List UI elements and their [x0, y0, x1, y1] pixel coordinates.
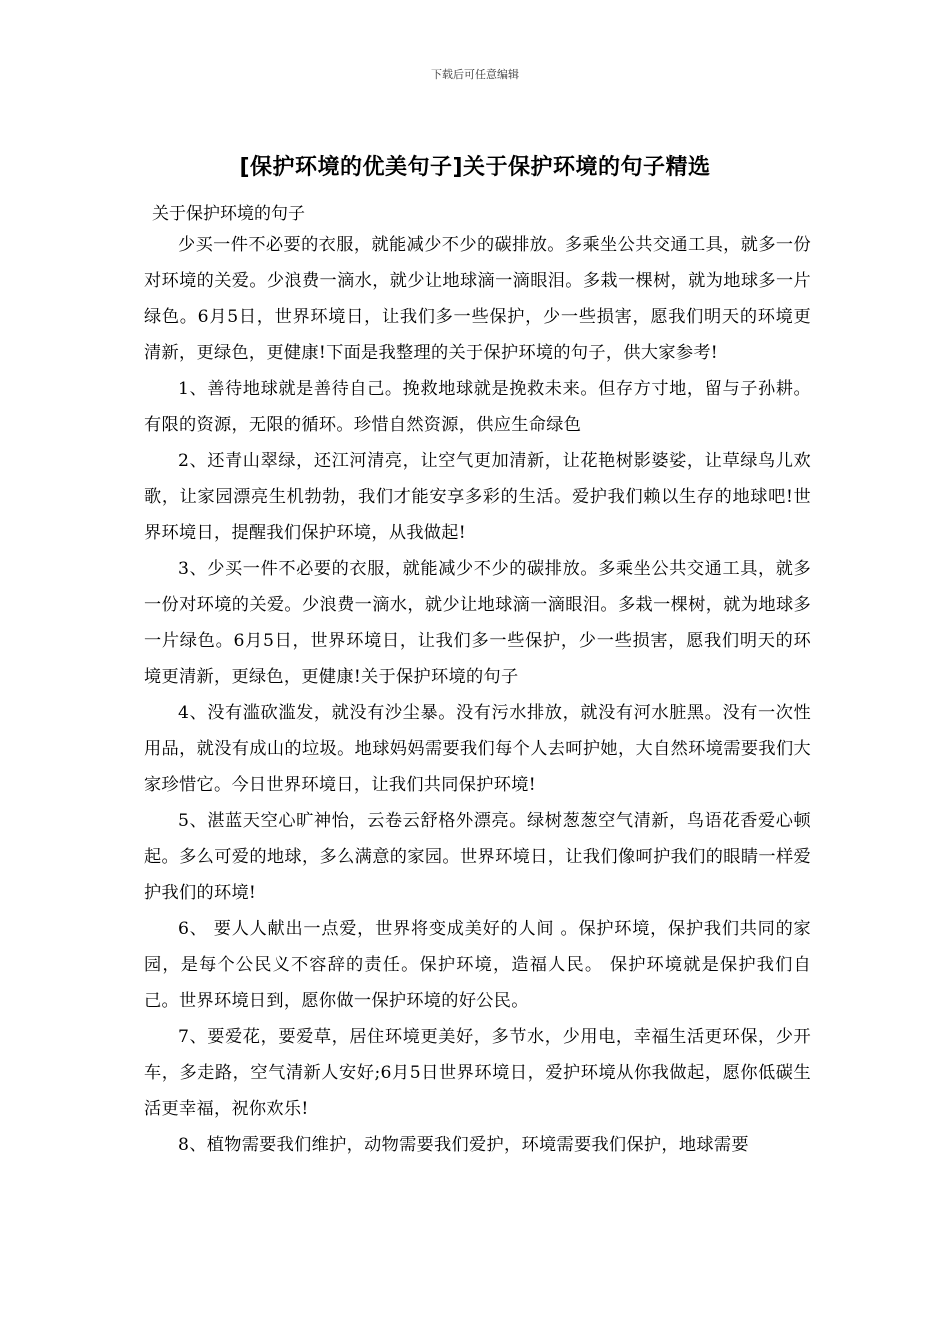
sentence-item-8: 8、植物需要我们维护，动物需要我们爱护，环境需要我们保护，地球需要 — [178, 1135, 749, 1155]
sentence-item-4: 4、没有滥砍滥发，就没有沙尘暴。没有污水排放，就没有河水脏黑。没有一次性用品，就没有成山的垃圾。地球妈妈需要我们每个人去呵护她，大自然环境需要我们大家珍惜它。今日世界环境日，让我们共同保护环境! — [144, 703, 811, 795]
sentence-item-6: 6、 要人人献出一点爱，世界将变成美好的人间 。保护环境，保护我们共同的家园，是每个公民义不容辞的责任。保护环境，造福人民。 保护环境就是保护我们自己。世界环境日到，愿你做一保护环境的好公民。 — [144, 919, 811, 1011]
sentence-item-3: 3、少买一件不必要的衣服，就能减少不少的碳排放。多乘坐公共交通工具，就多一份对环境的关爱。少浪费一滴水，就少让地球滴一滴眼泪。多栽一棵树，就为地球多一片绿色。6月5日，世界环境日，让我们多一些保护，少一些损害，愿我们明天的环境更清新，更绿色，更健康!关于保护环境的句子 — [144, 559, 811, 687]
intro-paragraph: 少买一件不必要的衣服，就能减少不少的碳排放。多乘坐公共交通工具，就多一份对环境的关爱。少浪费一滴水，就少让地球滴一滴眼泪。多栽一棵树，就为地球多一片绿色。6月5日，世界环境日，让我们多一些保护，少一些损害，愿我们明天的环境更清新，更绿色，更健康!下面是我整理的关于保护环境的句子，供大家参考! — [144, 235, 811, 363]
sentence-item-5: 5、湛蓝天空心旷神怡，云卷云舒格外漂亮。绿树葱葱空气清新，鸟语花香爱心顿起。多么可爱的地球，多么满意的家园。世界环境日，让我们像呵护我们的眼睛一样爱护我们的环境! — [144, 811, 811, 903]
document-body — [144, 227, 811, 1163]
document-title: [保护环境的优美句子]关于保护环境的句子精选 — [239, 155, 711, 180]
sentence-item-2: 2、还青山翠绿，还江河清亮，让空气更加清新，让花艳树影婆娑，让草绿鸟儿欢歌，让家园漂亮生机勃勃，我们才能安享多彩的生活。爱护我们赖以生存的地球吧!世界环境日，提醒我们保护环境，从我做起! — [144, 451, 811, 543]
document-subtitle: 关于保护环境的句子 — [152, 204, 305, 224]
sentence-item-1: 1、善待地球就是善待自己。挽救地球就是挽救未来。但存方寸地，留与子孙耕。有限的资源，无限的循环。珍惜自然资源，供应生命绿色 — [144, 379, 811, 435]
header-note: 下载后可任意编辑 — [431, 68, 519, 81]
sentence-item-7: 7、要爱花，要爱草，居住环境更美好，多节水，少用电，幸福生活更环保，少开车，多走路，空气清新人安好;6月5日世界环境日，爱护环境从你我做起，愿你低碳生活更幸福，祝你欢乐! — [144, 1027, 811, 1119]
